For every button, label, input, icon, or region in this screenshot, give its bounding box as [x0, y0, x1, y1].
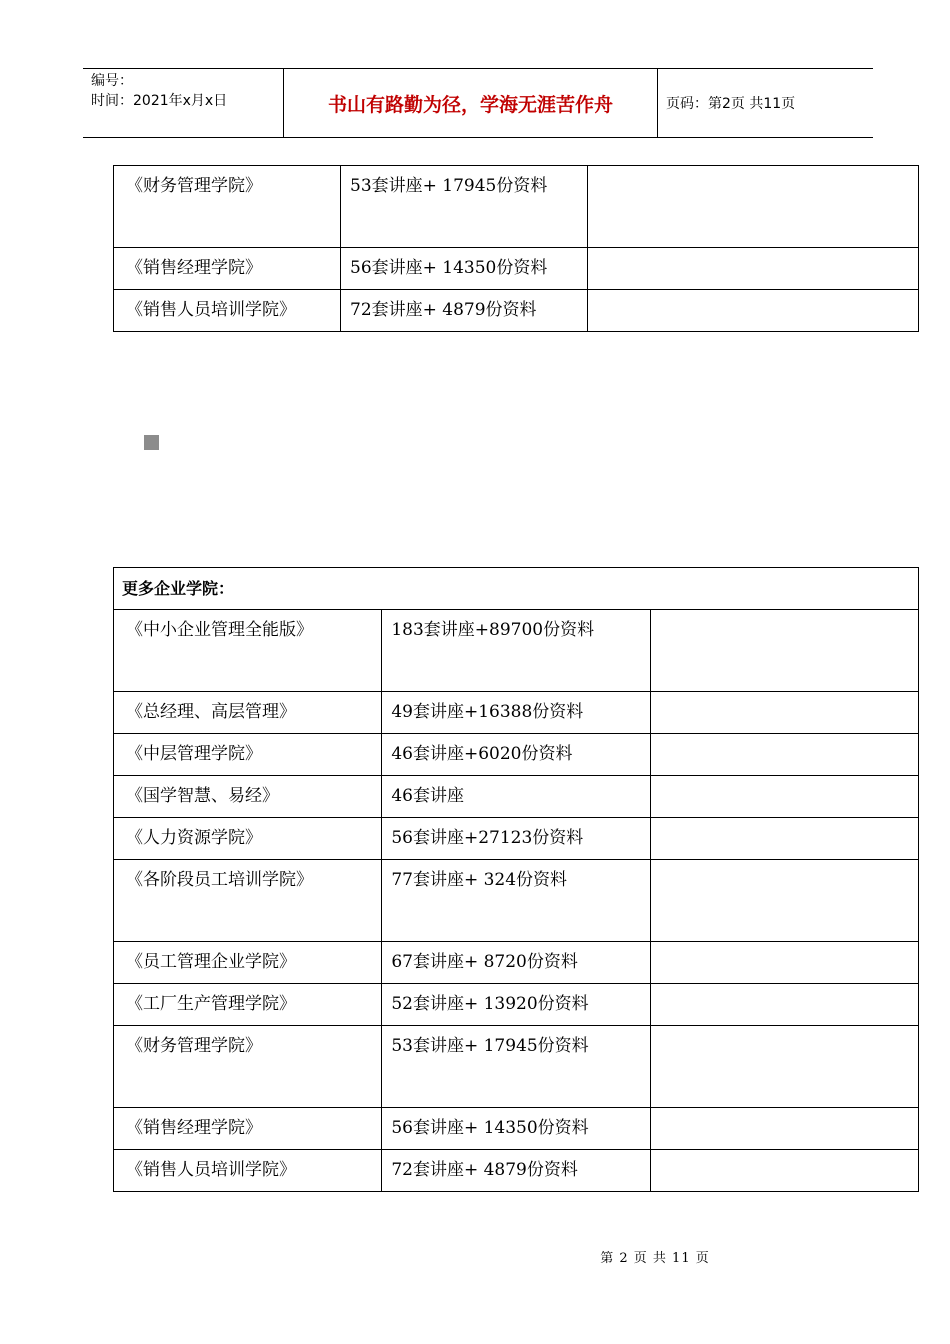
course-desc: 46套讲座 [382, 776, 650, 818]
course-name: 《销售人员培训学院》 [114, 290, 341, 332]
course-name: 《财务管理学院》 [114, 1026, 382, 1108]
course-note [650, 860, 918, 942]
table-row [114, 860, 919, 942]
header-meta [91, 71, 283, 111]
table-row [114, 610, 919, 692]
course-desc: 77套讲座+ 324份资料 [382, 860, 650, 942]
course-desc: 46套讲座+6020份资料 [382, 734, 650, 776]
course-desc: 49套讲座+16388份资料 [382, 692, 650, 734]
course-desc: 72套讲座+ 4879份资料 [382, 1150, 650, 1192]
course-desc: 56套讲座+ 14350份资料 [341, 248, 588, 290]
course-name: 《员工管理企业学院》 [114, 942, 382, 984]
table-row [114, 776, 919, 818]
course-desc: 72套讲座+ 4879份资料 [341, 290, 588, 332]
course-desc: 52套讲座+ 13920份资料 [382, 984, 650, 1026]
course-note [650, 692, 918, 734]
time-label: 时间：2021年x月x日 [91, 93, 228, 109]
course-note [650, 1150, 918, 1192]
course-desc: 53套讲座+ 17945份资料 [341, 166, 588, 248]
course-desc: 56套讲座+27123份资料 [382, 818, 650, 860]
table-row [114, 692, 919, 734]
course-name: 《财务管理学院》 [114, 166, 341, 248]
table-row [114, 166, 919, 248]
footer-page-label: 第 2 页 共 11 页 [600, 1251, 710, 1266]
course-name: 《中层管理学院》 [114, 734, 382, 776]
page-footer [0, 1247, 950, 1266]
course-note [650, 734, 918, 776]
course-note [650, 610, 918, 692]
table-row [114, 1026, 919, 1108]
course-name: 《人力资源学院》 [114, 818, 382, 860]
header-page-info: 页码：第2页 共11页 [666, 96, 796, 112]
course-note [650, 942, 918, 984]
page-header [83, 68, 873, 138]
course-name: 《销售经理学院》 [114, 248, 341, 290]
header-motto: 书山有路勤为径，学海无涯苦作舟 [327, 93, 613, 116]
table-title: 更多企业学院： [114, 568, 919, 610]
course-name: 《中小企业管理全能版》 [114, 610, 382, 692]
course-note [588, 248, 919, 290]
course-desc: 56套讲座+ 14350份资料 [382, 1108, 650, 1150]
course-desc: 183套讲座+89700份资料 [382, 610, 650, 692]
course-note [650, 984, 918, 1026]
table-row [114, 1150, 919, 1192]
course-desc: 67套讲座+ 8720份资料 [382, 942, 650, 984]
header-divider [657, 69, 658, 137]
number-label: 编号： [91, 73, 133, 89]
table-row [114, 818, 919, 860]
course-name: 《总经理、高层管理》 [114, 692, 382, 734]
course-table-top [113, 165, 919, 332]
course-note [588, 290, 919, 332]
table-row [114, 984, 919, 1026]
course-note [588, 166, 919, 248]
table-row [114, 290, 919, 332]
table-title-row [114, 568, 919, 610]
course-note [650, 818, 918, 860]
course-name: 《销售经理学院》 [114, 1108, 382, 1150]
table-row [114, 248, 919, 290]
course-name: 《国学智慧、易经》 [114, 776, 382, 818]
table-row [114, 734, 919, 776]
course-note [650, 1026, 918, 1108]
course-table-more [113, 567, 919, 1192]
table-row [114, 942, 919, 984]
course-name: 《销售人员培训学院》 [114, 1150, 382, 1192]
course-note [650, 1108, 918, 1150]
course-name: 《工厂生产管理学院》 [114, 984, 382, 1026]
course-note [650, 776, 918, 818]
course-name: 《各阶段员工培训学院》 [114, 860, 382, 942]
table-row [114, 1108, 919, 1150]
bullet-square-icon [144, 435, 159, 450]
course-desc: 53套讲座+ 17945份资料 [382, 1026, 650, 1108]
